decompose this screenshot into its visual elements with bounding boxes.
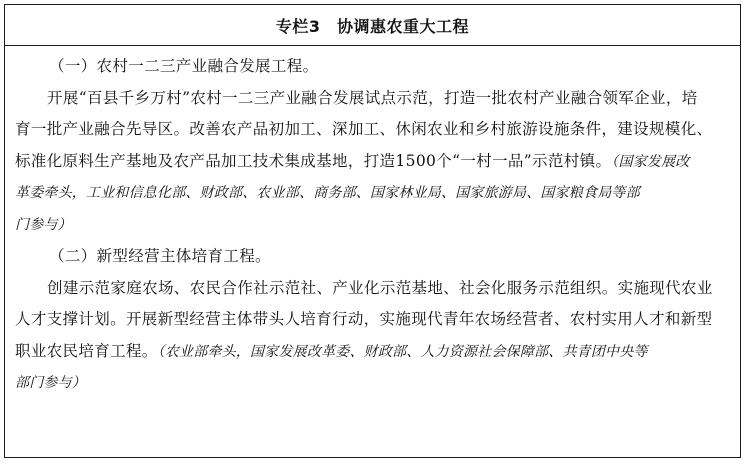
- box-content: [5, 51, 740, 400]
- section1-line-3: [15, 146, 726, 179]
- section1-note-line-1: 革委牵头，工业和信息化部、财政部、农业部、商务部、国家林业局、国家旅游局、国家粮食局等部: [15, 185, 640, 201]
- section2-line-1: 创建示范家庭农场、农民合作社示范社、产业化示范基地、社会化服务示范组织。实施现代农业: [47, 278, 713, 297]
- feature-box: [4, 4, 741, 458]
- section1-note-start: （国家发展改: [611, 153, 690, 170]
- section2-line-2: 人才支撑计划。开展新型经营主体带头人培育行动，实施现代青年农场经营者、农村实用人才和新型: [15, 310, 713, 328]
- section1-line-2: 育一批产业融合先导区。改善农产品初加工、深加工、休闲农业和乡村旅游设施条件，建设规模化、: [15, 120, 713, 138]
- section2-note-start: （农业部牵头，国家发展改革委、财政部、人力资源社会保障部、共青团中央等: [157, 343, 648, 360]
- box-title: 专栏3 协调惠农重大工程: [275, 16, 470, 36]
- section1-line-1: 开展“百县千乡万村”农村一二三产业融合发展试点示范，打造一批农村产业融合领军企业，培: [47, 88, 698, 107]
- title-row: [5, 5, 740, 46]
- section2-heading: （二）新型经营主体培育工程。: [49, 247, 271, 265]
- section1-note-line-2: 门参与）: [15, 216, 72, 233]
- section1-heading: （一）农村一二三产业融合发展工程。: [49, 57, 319, 75]
- section1-line-3-text: 标准化原料生产基地及农产品加工技术集成基地，打造1500个“一村一品”示范村镇。: [15, 151, 612, 170]
- section2-line-3: [15, 336, 726, 369]
- section2-note-line-1: 部门参与）: [15, 375, 86, 391]
- section2-line-3-text: 职业农民培育工程。: [15, 341, 158, 360]
